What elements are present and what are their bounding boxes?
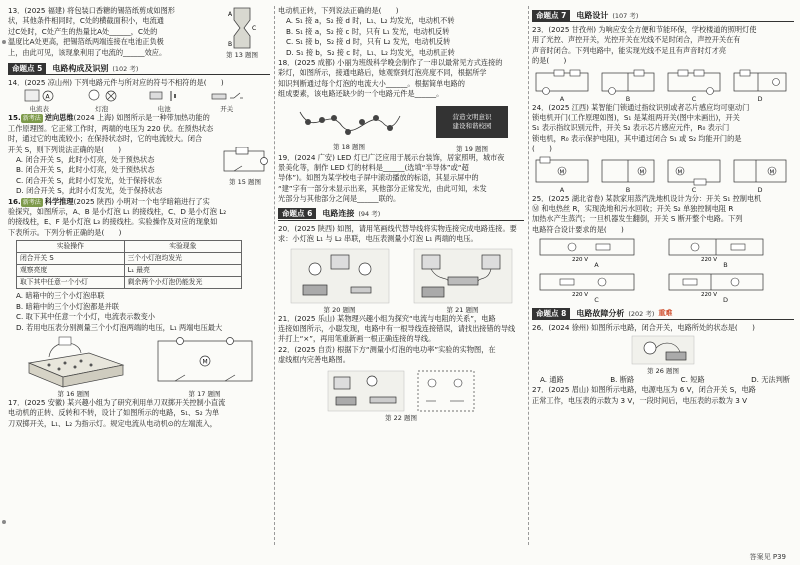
q18-line: 18．(2025 成都) 小丽为班级科学晚会制作了一串以最常见方式连接的 xyxy=(278,58,503,68)
circuit-diagram xyxy=(532,69,592,95)
figure-caption: 第 15 题图 xyxy=(229,178,261,187)
option-label: 电流表 xyxy=(29,105,49,114)
new-method-badge: 新考法 xyxy=(22,115,41,123)
svg-text:220 V: 220 V xyxy=(572,257,589,262)
svg-text:220 V: 220 V xyxy=(572,292,589,297)
q25-line: Ⓜ 和电热丝 R，实现洗地和污水回收；开关 S₂ 单独控制电阻 R xyxy=(532,204,734,214)
q24-line: 锁电机开门(工作原理如图)，S₁ 是某组两开关(图中未画出)，开关 xyxy=(532,113,740,123)
q26-option-b[interactable]: B. 断路 xyxy=(610,374,635,384)
q24-line: ( ) xyxy=(532,144,552,154)
foil-strip-figure xyxy=(214,6,270,50)
q24-option[interactable] xyxy=(598,156,658,194)
question-20 xyxy=(278,224,524,314)
question-21 xyxy=(278,314,524,345)
column-divider xyxy=(274,6,275,545)
q26-option-a[interactable]: A. 通路 xyxy=(540,374,564,384)
option-letter: B xyxy=(625,94,631,103)
figure-caption: 第 18 题图 xyxy=(333,142,365,151)
figure-21 xyxy=(408,247,518,314)
circuit-diagram xyxy=(664,156,724,186)
svg-text:M: M xyxy=(202,358,208,366)
question-16 xyxy=(8,197,270,398)
q17-option-c[interactable]: C. S₁ 接 b，S₂ 接 d 时，只有 L₂ 发光，电动机反转 xyxy=(286,37,451,47)
q17-option-b[interactable]: B. S₁ 接 a，S₂ 接 c 时，只有 L₁ 发光，电动机反转 xyxy=(286,26,450,36)
column-2 xyxy=(278,6,524,559)
q24-option[interactable] xyxy=(532,156,592,194)
new-method-badge: 新考法 xyxy=(22,198,41,206)
svg-text:M: M xyxy=(769,169,775,176)
question-17 xyxy=(8,398,270,429)
option-letter: C xyxy=(691,94,697,103)
option-letter: B xyxy=(723,261,728,270)
question-27 xyxy=(532,385,794,406)
question-26 xyxy=(532,323,794,385)
section-tag: 命题点 6 xyxy=(278,208,316,219)
q25-option[interactable] xyxy=(532,270,661,304)
section-count: (102 考) xyxy=(112,64,139,73)
figure-13 xyxy=(214,6,270,59)
q16-option-a[interactable]: A. 暗箱中的三个小灯泡串联 xyxy=(16,291,105,301)
label-c: C xyxy=(252,25,257,32)
q19-line: 景美化等，制作 LED 灯的材料是______(选填“半导体”或“超 xyxy=(278,163,469,173)
difficulty-badge: 重难 xyxy=(658,309,673,318)
q25-line: 电路符合设计要求的是( ) xyxy=(532,224,624,234)
section-title: 电路设计 xyxy=(576,10,609,20)
q19-line: “建”字有一部分未显示出来，其他部分正常发光，由此可知，未发 xyxy=(278,183,487,193)
figure-19 xyxy=(436,102,508,153)
circuit-photo-figure xyxy=(285,247,395,305)
table-row: 闭合开关 S 三个小灯泡均发光 xyxy=(17,253,242,265)
q15-option-b[interactable]: B. 闭合开关 S，此时小灯亮，处于预热状态 xyxy=(16,165,155,175)
circuit-diagram xyxy=(598,69,658,95)
q17-option-d[interactable]: D. S₁ 接 b，S₂ 接 c 时，L₁、L₂ 均发光，电动机正转 xyxy=(286,47,455,57)
option-label: 开关 xyxy=(220,105,234,114)
q24-options xyxy=(532,156,790,194)
q23-line: 声音时闭合。下列电路中，能实现光线不足且有声音时灯才亮 xyxy=(532,45,727,55)
label-a: A xyxy=(228,11,233,18)
table-row: 观察亮度 L₁ 最亮 xyxy=(17,265,242,277)
q18-line: 彩灯，如图所示，接通电路后，她观察到灯泡亮度不同，根据所学 xyxy=(278,68,487,78)
battery-icon xyxy=(147,88,181,104)
circuit-photo-figure xyxy=(408,247,518,305)
q24-line: 锁电机，R₀ 表示保护电阻)，其中通过闭合 S₁ 或 S₂ 均能开门的是 xyxy=(532,133,742,143)
q21-line: 21．(2025 乐山) 某物理兴趣小组为探究“电流与电阻的关系”，电路 xyxy=(278,313,496,323)
circuit-photo-figure xyxy=(326,369,406,413)
question-15 xyxy=(8,113,270,196)
q14-line: 14．(2025 凉山州) 下列电路元件与所对应的符号不相符的是( ) xyxy=(8,78,224,87)
circuit-diagram xyxy=(661,270,771,296)
circuit-diagram xyxy=(661,235,771,261)
circuit-diagram xyxy=(532,235,642,261)
question-23 xyxy=(532,25,794,103)
circuit-diagram xyxy=(150,335,260,389)
figure-caption: 第 26 题图 xyxy=(647,366,679,375)
option-label: 灯泡 xyxy=(95,105,109,114)
q17-line: 刀双掷开关，L₁、L₂ 为指示灯。规定电流从电动机⊙的左端流入， xyxy=(8,418,217,428)
figure-caption: 第 22 题图 xyxy=(385,413,417,422)
figure-22 xyxy=(278,369,524,413)
option-letter: C xyxy=(691,185,697,194)
q16-option-d[interactable]: D. 若用电压表分别测量三个小灯泡两端的电压，L₁ 两端电压最大 xyxy=(16,322,223,332)
q13-line: 状，其他条件相同时，C处的横截面积小，电流通 xyxy=(8,16,164,26)
q23-options xyxy=(532,69,790,103)
q21-line: 并打上“×”，再用笔重新画一根正确连接的导线。 xyxy=(278,334,436,344)
dark-box-figure xyxy=(19,335,129,389)
column-divider xyxy=(528,6,529,545)
q15-option-a[interactable]: A. 闭合开关 S，此时小灯亮，处于预热状态 xyxy=(16,155,155,165)
q27-line: 正常工作，电压表的示数为 3 V，一段时间后，电压表的示数为 3 V xyxy=(532,395,747,405)
question-24 xyxy=(532,103,794,194)
question-25 xyxy=(532,194,794,305)
svg-text:220 V: 220 V xyxy=(701,292,718,297)
q17-line: 电动机正转，下列说法正确的是( ) xyxy=(278,6,399,15)
circuit-diagram xyxy=(730,69,790,95)
q26-option-d[interactable]: D. 无法判断 xyxy=(751,374,790,384)
q13-line: 温度比A处更高，把锡箔纸两端连接在电池正负极 xyxy=(8,37,164,47)
q25-line: 25．(2025 湖北省卷) 某款家用蒸汽洗地机设计为分：开关 S₁ 控制电机 xyxy=(532,193,762,203)
option-letter: D xyxy=(757,185,763,194)
figures-20-21 xyxy=(278,247,524,314)
q15-option-c[interactable]: C. 闭合开关 S，此时小灯发光，处于保持状态 xyxy=(16,175,162,185)
q26-line: 26．(2024 徐州) 如图所示电路，闭合开关，电路所处的状态是( ) xyxy=(532,323,755,333)
option-letter: B xyxy=(625,185,631,194)
q17-line: 17．(2025 安徽) 某兴趣小组为了研究利用单刀双掷开关控制小直流 xyxy=(8,397,226,407)
q25-option[interactable] xyxy=(532,235,661,269)
option-letter: A xyxy=(559,185,565,194)
q25-option[interactable] xyxy=(661,270,790,304)
option-letter: A xyxy=(594,261,599,270)
ammeter-icon xyxy=(22,88,56,104)
option-label: 电池 xyxy=(157,105,171,114)
table-header: 实验操作 xyxy=(17,241,125,253)
question-13 xyxy=(8,6,270,59)
q17-option-a[interactable]: A. S₁ 接 a，S₂ 接 d 时，L₁、L₂ 均发光，电动机不转 xyxy=(286,16,455,26)
section-title: 电路故障分析 xyxy=(576,308,625,318)
q17-line: 电动机的正转、反转和不转，设计了如图所示的电路，S₁、S₂ 为单 xyxy=(8,408,220,418)
svg-text:M: M xyxy=(639,169,645,176)
q23-option[interactable] xyxy=(664,69,724,103)
svg-text:M: M xyxy=(677,169,683,176)
section-tag: 命题点 8 xyxy=(532,308,570,319)
section-count: (107 考) xyxy=(612,11,639,20)
q24-line: 24．(2025 江西) 某智能门锁通过指纹识别或者芯片感应均可驱动门 xyxy=(532,102,750,112)
switch-icon xyxy=(210,88,244,104)
page-footer: 答案见 P39 xyxy=(749,553,786,561)
figure-17 xyxy=(150,335,260,398)
screen-text: 建设和谐校园 xyxy=(452,121,492,130)
q24-option[interactable] xyxy=(730,156,790,194)
q24-line: S₁ 表示指纹识别元件，开关 S₂ 表示芯片感应元件，R₀ 表示门 xyxy=(532,123,730,133)
q13-line: 13．(2025 福建) 将包装口香糖的锡箔纸剪成如图形 xyxy=(8,6,175,15)
svg-text:A: A xyxy=(45,93,50,101)
svg-text:M: M xyxy=(559,169,565,176)
q18-line: 组成要素，该电路还缺少的一个电路元件是______。 xyxy=(278,89,444,99)
figures-16-17 xyxy=(8,335,270,398)
q21-line: 连接如图所示，小聪发现，电路中有一根导线连接错误，请找出接错的导线 xyxy=(278,323,516,333)
q16-table xyxy=(16,240,242,289)
figure-caption: 第 19 题图 xyxy=(456,144,488,153)
screen-text: 营造文明意识 xyxy=(452,112,492,121)
circuit-photo-figure xyxy=(628,334,698,366)
q13-line: 上，由此可见，该现象利用了电流的______效应。 xyxy=(8,47,167,57)
table-row: 取下其中任意一个小灯 剩余两个小灯泡仍能发光 xyxy=(17,277,242,289)
q25-option[interactable] xyxy=(661,235,790,269)
q22-line: 虚线框内完善电路图。 xyxy=(278,355,350,365)
question-19 xyxy=(278,153,524,205)
section-title: 电路构成及识别 xyxy=(52,63,109,73)
option-letter: A xyxy=(559,94,565,103)
string-lights-figure xyxy=(294,102,404,142)
figure-caption: 第 20 题图 xyxy=(323,305,356,314)
q14-options xyxy=(8,88,258,113)
q20-line: 求：小灯泡 L₁ 与 L₂ 串联，电压表测量小灯泡 L₁ 两端的电压。 xyxy=(278,234,478,244)
figure-20 xyxy=(285,247,395,314)
circuit-diagram xyxy=(664,69,724,95)
question-18 xyxy=(278,58,524,153)
question-17-cont xyxy=(278,6,524,58)
binding-hole xyxy=(2,520,6,524)
q16-option-b[interactable]: B. 暗箱中的三个小灯泡都是并联 xyxy=(16,301,119,311)
q25-line: 加热水产生蒸汽；一旦机器发生翻倒，开关 S 断开整个电路。下列 xyxy=(532,214,743,224)
q25-options xyxy=(532,235,790,304)
q14-option xyxy=(85,88,119,113)
q16-option-c[interactable]: C. 取下其中任意一个小灯，电流表示数变小 xyxy=(16,312,155,322)
q20-line: 20．(2025 陕西) 如图，请用笔画线代替导线将实物连接完成电路连接。要 xyxy=(278,223,517,233)
q23-option[interactable] xyxy=(598,69,658,103)
svg-text:220 V: 220 V xyxy=(701,257,718,262)
option-letter: C xyxy=(594,296,599,305)
circuit-diagram xyxy=(220,147,268,177)
figure-16 xyxy=(19,335,129,398)
section-header-6 xyxy=(278,208,524,221)
figure-caption: 第 21 题图 xyxy=(446,305,479,314)
figure-caption: 第 16 题图 xyxy=(57,389,90,398)
section-count: (202 考) xyxy=(628,309,655,318)
section-title: 电路连接 xyxy=(322,209,355,219)
q16-line: 下表所示。下列分析正确的是( ) xyxy=(8,227,122,237)
figure-caption: 第 17 题图 xyxy=(188,389,221,398)
question-22 xyxy=(278,345,524,422)
option-letter: D xyxy=(757,94,763,103)
q14-option xyxy=(22,88,56,113)
figure-26 xyxy=(532,334,794,366)
q19-line: 导体”)。如图为某学校电子屏中滚动播放的标语，其显示屏中的 xyxy=(278,173,479,183)
section-header-5 xyxy=(8,62,270,75)
q19-line: 19．(2024 广安) LED 灯已广泛应用于展示台装饰，居家照明，城市夜 xyxy=(278,152,505,162)
binding-hole xyxy=(2,40,6,44)
q15-line: 工作原理图。它正常工作时，两端的电压为 220 伏。在预热状态 xyxy=(8,123,214,133)
q13-line: 过C处时，C处产生的热量比A处______，C处的 xyxy=(8,26,158,36)
circuit-diagram xyxy=(532,156,592,186)
column-3 xyxy=(532,6,794,559)
q19-line: 光部分与其他部分之间是______联的。 xyxy=(278,194,401,204)
figure-18 xyxy=(294,102,404,153)
q24-option[interactable] xyxy=(664,156,724,194)
section-header-8 xyxy=(532,307,794,320)
section-tag: 命题点 5 xyxy=(8,63,46,74)
q15-line: 开关 S，则下列说法正确的是( ) xyxy=(8,144,122,154)
q16-line: 验探究，如图所示，A、B 是小灯泡 L₁ 的接线柱，C、D 是小灯泡 L₂ xyxy=(8,207,227,217)
section-count: (94 考) xyxy=(358,210,381,219)
q15-line: 15. 新考法 逆向思维(2024 上海) 如图所示是一种带加热功能的 xyxy=(8,113,210,123)
section-header-7 xyxy=(532,9,794,22)
q26-option-c[interactable]: C. 短路 xyxy=(680,374,705,384)
section-tag: 命题点 7 xyxy=(532,10,570,21)
bulb-icon xyxy=(85,88,119,104)
q26-options xyxy=(532,375,790,385)
figures-18-19 xyxy=(278,102,524,153)
q23-line: 用了光控、声控开关，光控开关在光线不足时闭合，声控开关在有 xyxy=(532,35,741,45)
q16-line: 的接线柱，E、F 是小灯泡 L₃ 的接线柱。实验操作及对应的现象如 xyxy=(8,217,218,227)
q14-option xyxy=(147,88,181,113)
q23-line: 的是( ) xyxy=(532,56,567,66)
figure-15 xyxy=(220,113,270,196)
table-header: 实验现象 xyxy=(124,241,241,253)
q22-line: 22．(2025 自贡) 根据下方“测量小灯泡的电功率”实验的实物图，在 xyxy=(278,344,496,354)
question-14 xyxy=(8,78,270,113)
q23-option[interactable] xyxy=(532,69,592,103)
q15-line: 时，通过它的电流较小；在保持状态时，它的电流较大。闭合 xyxy=(8,134,203,144)
q23-line: 23．(2025 甘孜州) 为响应安全方便和节能环保，学校楼道的照明灯使 xyxy=(532,25,757,34)
option-letter: D xyxy=(722,296,728,305)
circuit-diagram xyxy=(598,156,658,186)
led-screen xyxy=(436,106,508,138)
label-b: B xyxy=(228,41,233,48)
q16-line: 16. 新考法 科学推理(2025 陕西) 小明对一个电学暗箱进行了实 xyxy=(8,196,210,206)
q15-option-d[interactable]: D. 闭合开关 S，此时小灯发光，处于保持状态 xyxy=(16,186,163,196)
circuit-diagram xyxy=(532,270,642,296)
q18-line: 知识判断通过每个灯泡的电流大小______。根据简单电路的 xyxy=(278,78,465,88)
q14-option xyxy=(210,88,244,113)
column-1 xyxy=(8,6,270,559)
circuit-diagram xyxy=(730,156,790,186)
q23-option[interactable] xyxy=(730,69,790,103)
dashed-answer-box[interactable] xyxy=(416,369,476,413)
figure-caption: 第 13 题图 xyxy=(226,51,258,59)
q27-line: 27．(2025 眉山) 如图所示电路，电源电压为 6 V，闭合开关 S，电路 xyxy=(532,385,756,395)
